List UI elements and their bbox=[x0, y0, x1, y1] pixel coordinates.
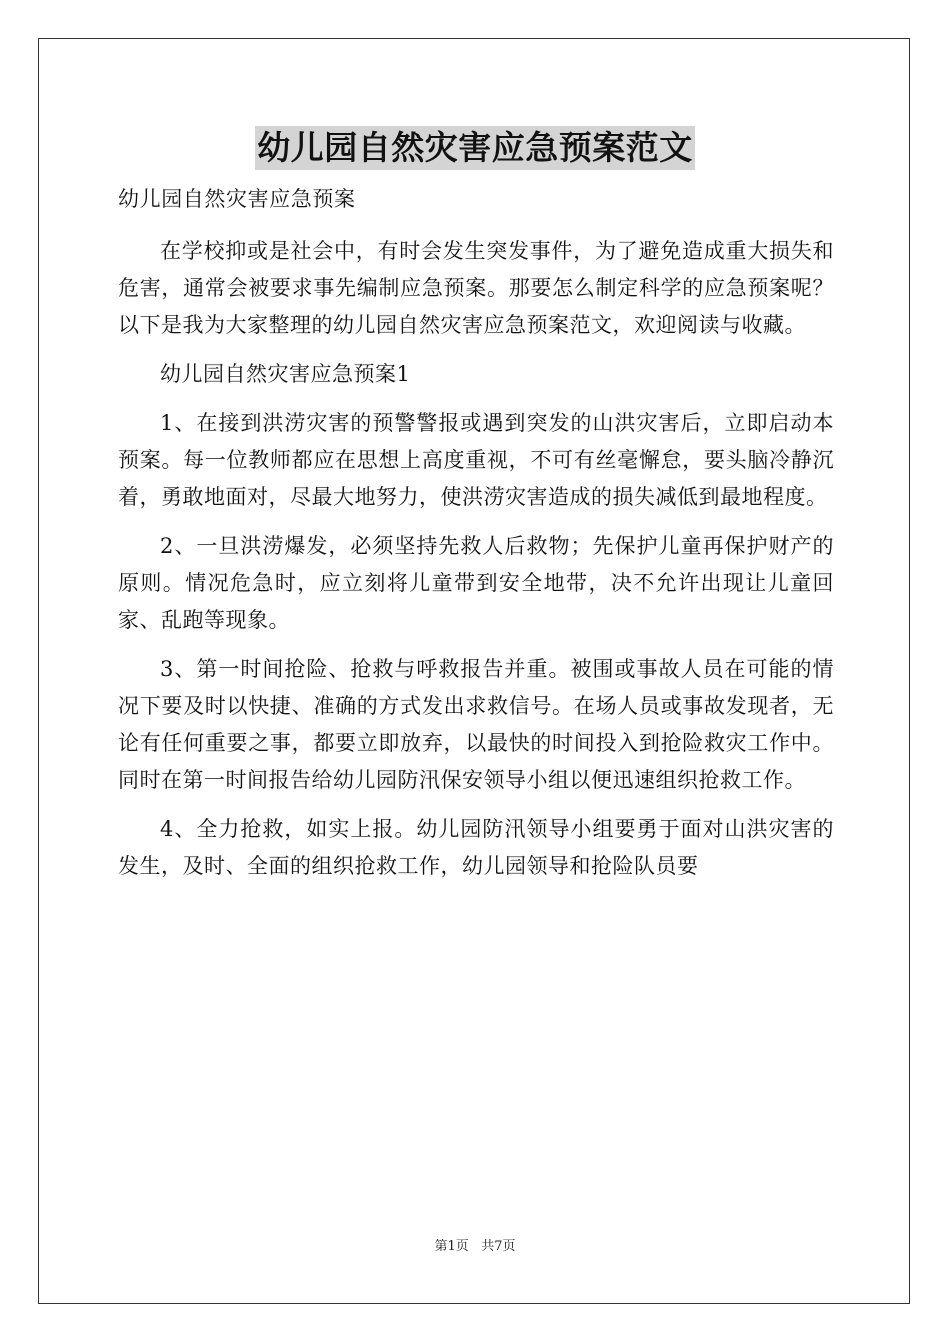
paragraph-item-3: 3、第一时间抢险、抢救与呼救报告并重。被围或事故人员在可能的情况下要及时以快捷、准确的方式发出求救信号。在场人员或事故发现者，无论有任何重要之事，都要立即放弃，以最快的时间投入到抢险救灾工作中。同时在第一时间报告给幼儿园防汛保安领导小组以便迅速组织抢救工作。 bbox=[118, 657, 834, 792]
title-container bbox=[0, 126, 950, 170]
page-number: 第1页 bbox=[434, 1239, 469, 1254]
page-total: 共7页 bbox=[481, 1239, 516, 1254]
paragraph-item-2: 2、一旦洪涝爆发，必须坚持先救人后救物；先保护儿童再保护财产的原则。情况危急时，应立刻将儿童带到安全地带，决不允许出现让儿童回家、乱跑等现象。 bbox=[118, 534, 834, 632]
paragraph-item-1: 1、在接到洪涝灾害的预警警报或遇到突发的山洪灾害后，立即启动本预案。每一位教师都应在思想上高度重视，不可有丝毫懈怠，要头脑冷静沉着，勇敢地面对，尽最大地努力，使洪涝灾害造成的损失减低到最地程度。 bbox=[118, 411, 834, 509]
document-title: 幼儿园自然灾害应急预案范文 bbox=[255, 126, 695, 170]
paragraph-item-4: 4、全力抢救，如实上报。幼儿园防汛领导小组要勇于面对山洪灾害的发生，及时、全面的组织抢救工作，幼儿园领导和抢险队员要 bbox=[118, 817, 834, 878]
section-heading: 幼儿园自然灾害应急预案1 bbox=[160, 362, 411, 386]
page-footer bbox=[0, 1238, 950, 1256]
document-body bbox=[118, 233, 834, 897]
document-subtitle: 幼儿园自然灾害应急预案 bbox=[118, 187, 356, 211]
paragraph-intro: 在学校抑或是社会中，有时会发生突发事件，为了避免造成重大损失和危害，通常会被要求事先编制应急预案。那要怎么制定科学的应急预案呢？以下是我为大家整理的幼儿园自然灾害应急预案范文，欢迎阅读与收藏。 bbox=[118, 239, 834, 337]
